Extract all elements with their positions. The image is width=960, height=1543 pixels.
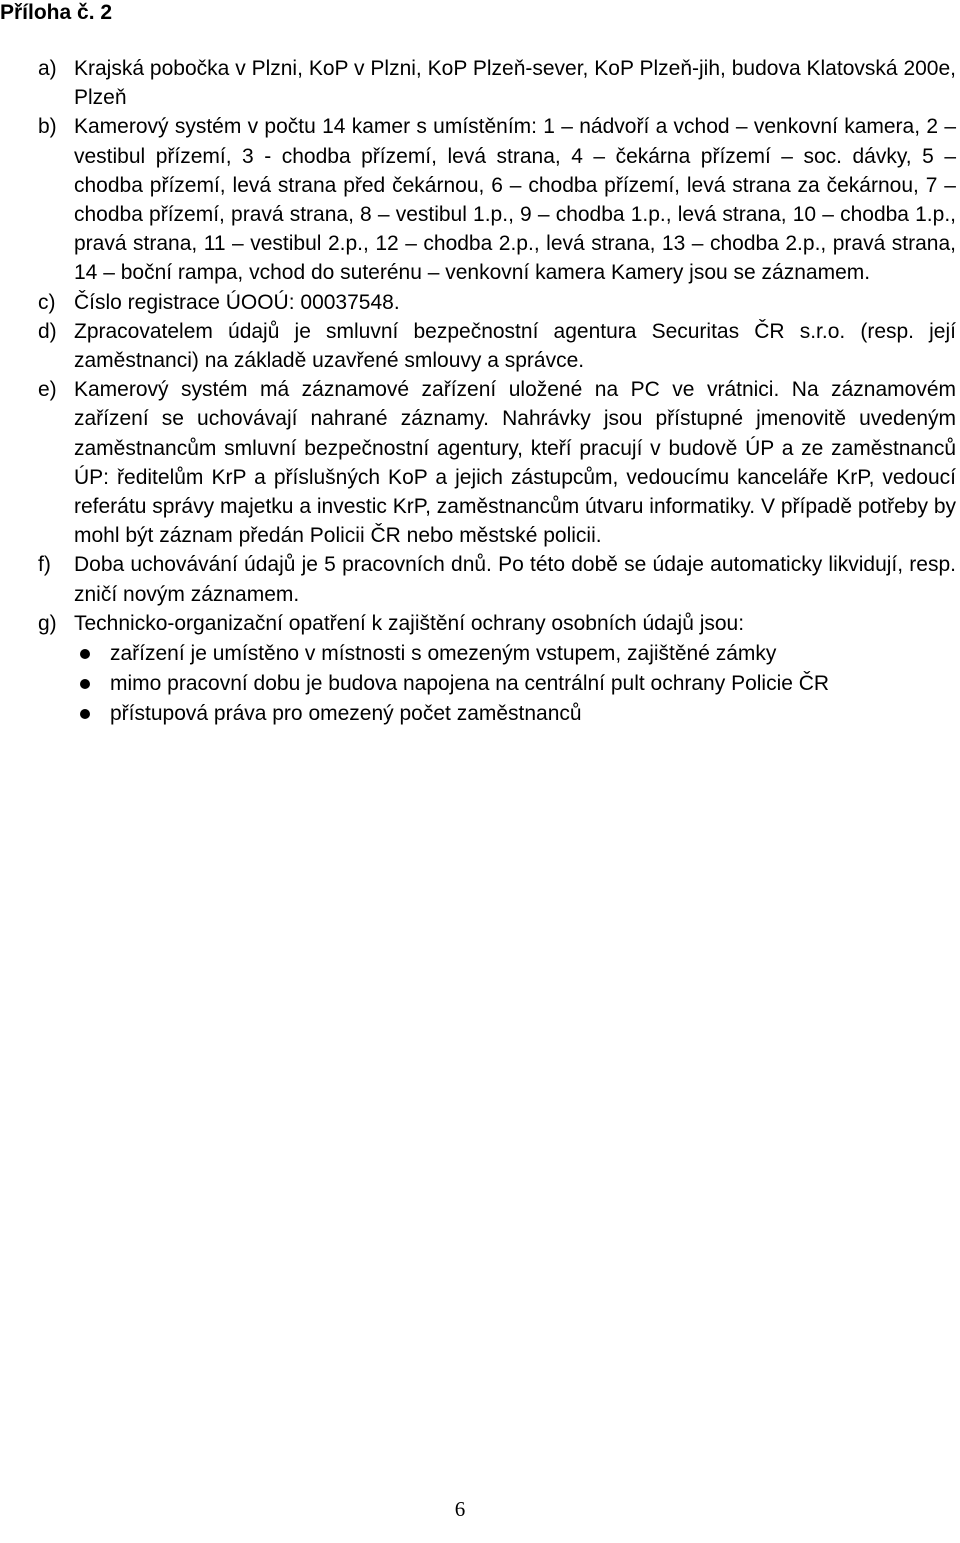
- item-text: Zpracovatelem údajů je smluvní bezpečnostní agentura Securitas ČR s.r.o. (resp. její zaměstnanci) na základě uzavřené smlouvy a správce.: [74, 319, 956, 373]
- item-label: b): [38, 115, 57, 139]
- item-text: Kamerový systém v počtu 14 kamer s umístěním: 1 – nádvoří a vchod – venkovní kamera, 2 – vestibul přízemí, 3 - chodba přízemí, levá strana, 4 – čekárna přízemí – soc. dávky, 5 – chodba přízemí, levá strana před čekárnou, 6 – chodba přízemí, levá strana za čekárnou, 7 – chodba přízemí, pravá strana, 8 – vestibul 1.p., 9 – chodba 1.p., levá strana, 10 – chodba 1.p., pravá strana, 11 – vestibul 2.p., 12 – chodba 2.p., levá strana, 13 – chodba 2.p., pravá strana, 14 – boční rampa, vchod do suterénu – venkovní kamera Kamery jsou se záznamem.: [74, 115, 956, 285]
- list-item-b: [38, 112, 956, 287]
- page-number: 6: [454, 1497, 466, 1521]
- list-item-c: [38, 288, 956, 317]
- item-label: a): [38, 57, 57, 80]
- bullet-item: mimo pracovní dobu je budova napojena na centrální pult ochrany Policie ČR: [74, 669, 956, 698]
- bullet-item: přístupová práva pro omezený počet zaměstnanců: [74, 699, 956, 728]
- item-text: Technicko-organizační opatření k zajištění ochrany osobních údajů jsou:: [74, 611, 745, 635]
- bullet-item: zařízení je umístěno v místnosti s omezeným vstupem, zajištěné zámky: [74, 639, 956, 668]
- item-text: Doba uchovávání údajů je 5 pracovních dnů. Po této době se údaje automaticky likvidují, resp. zničí novým záznamem.: [74, 553, 956, 606]
- page-title: Příloha č. 2: [0, 1, 113, 24]
- item-label: f): [38, 553, 51, 577]
- list-item-a: [38, 54, 956, 112]
- list-item-e: [38, 375, 956, 550]
- item-body: [74, 609, 956, 729]
- item-label: c): [38, 290, 56, 314]
- list-item-d: [38, 317, 956, 375]
- list-item-g: [38, 609, 956, 729]
- item-text: Kamerový systém má záznamové zařízení uložené na PC ve vrátnici. Na záznamovém zařízení se uchovávají nahrané záznamy. Nahrávky jsou přístupné jmenovitě uvedeným zaměstnancům smluvní bezpečnostní agentury, kteří pracují v budově ÚP a ze zaměstnanců ÚP: ředitelům KrP a příslušných KoP a jejich zástupcům, vedoucímu kanceláře KrP, vedoucí referátu správy majetku a investic KrP, zaměstnancům útvaru informatiky. V případě potřeby by mohl být záznam předán Policii ČR nebo městské policii.: [74, 378, 956, 548]
- item-label: d): [38, 319, 57, 343]
- item-text: Číslo registrace ÚOOÚ: 00037548.: [74, 290, 400, 314]
- item-text: Krajská pobočka v Plzni, KoP v Plzni, KoP Plzeň-sever, KoP Plzeň-jih, budova Klatovská 200e, Plzeň: [74, 57, 956, 110]
- item-list: [38, 54, 956, 729]
- item-label: g): [38, 611, 57, 635]
- bullet-list: [74, 639, 956, 729]
- list-item-f: [38, 550, 956, 608]
- item-label: e): [38, 378, 57, 402]
